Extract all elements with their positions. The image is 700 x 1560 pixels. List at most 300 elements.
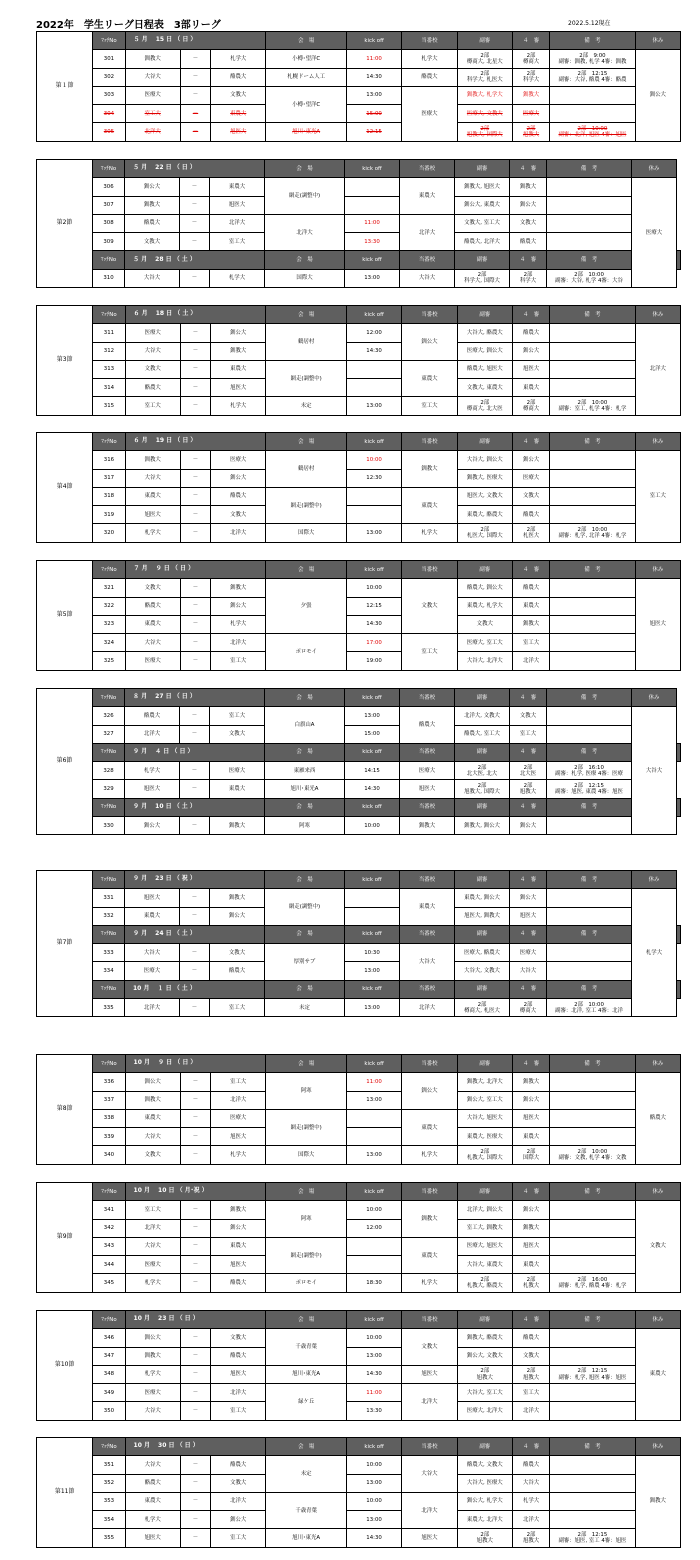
venue: 旭川･東光A <box>266 123 347 141</box>
home-team: 大谷大 <box>125 68 180 86</box>
fourth-official-header: ４ 審 <box>510 743 547 761</box>
home-team: 酪農大 <box>125 597 180 615</box>
fourth-official: 旭医大 <box>510 907 547 925</box>
kickoff-header: kick off <box>346 1183 401 1201</box>
host-school: 東農大 <box>400 178 455 215</box>
sub-referees: 2部 樽商大, 北大医 <box>457 397 512 415</box>
rest-header: 休み <box>635 1438 680 1456</box>
match-row <box>37 68 681 86</box>
match-number: 339 <box>93 1128 125 1146</box>
venue: 網走(調整中) <box>266 1237 347 1274</box>
match-no-header: ﾏｯﾁNo <box>93 306 125 324</box>
note: 2部 10:00 副審：文教, 札学 4審：文教 <box>550 1146 636 1164</box>
fourth-official: 旭医大 <box>512 1109 549 1127</box>
sub-referees: 北洋大, 釧公大 <box>457 1201 512 1219</box>
rest-team: 医療大 <box>632 178 677 288</box>
fourth-official-header: ４ 審 <box>512 1311 549 1329</box>
note: 2部 12:15 副審：旭医, 室工 4審：旭医 <box>550 1529 636 1547</box>
vs-dash: － <box>180 1256 210 1274</box>
note <box>550 634 636 652</box>
vs-dash: － <box>180 342 210 360</box>
match-row <box>37 634 681 652</box>
home-team: 文教大 <box>125 1146 180 1164</box>
match-row <box>37 1456 681 1474</box>
match-row <box>37 652 681 670</box>
match-number: 304 <box>93 105 125 123</box>
away-team: 釧公大 <box>211 1219 266 1237</box>
note <box>550 506 636 524</box>
sub-referee-header: 副審 <box>455 798 510 816</box>
venue: 阿寒 <box>266 1073 347 1110</box>
away-team: 札学大 <box>211 615 266 633</box>
home-team: 北洋大 <box>125 725 180 743</box>
kickoff-time: 12:00 <box>346 1219 401 1237</box>
away-team: 文教大 <box>210 944 265 962</box>
fourth-official: 酪農大 <box>512 579 549 597</box>
vs-dash: － <box>180 178 210 196</box>
away-team: 室工大 <box>211 1402 266 1420</box>
host-school: 文教大 <box>402 1329 457 1366</box>
home-team: 医療大 <box>125 86 180 104</box>
date-header-row <box>37 1311 681 1329</box>
away-team: 釧公大 <box>211 324 266 342</box>
fourth-official-header: ４ 審 <box>512 32 549 50</box>
home-team: 旭医大 <box>125 506 180 524</box>
note <box>550 1329 636 1347</box>
match-number: 333 <box>93 944 125 962</box>
sub-referees: 酪農大, 釧公大 <box>457 579 512 597</box>
host-school: 釧教大 <box>402 451 457 488</box>
section-table-s1 <box>36 31 681 142</box>
venue: 千歳青葉 <box>266 1329 347 1366</box>
away-team: 医療大 <box>211 1109 266 1127</box>
match-row <box>37 1402 681 1420</box>
updated-date: 2022.5.12現在 <box>568 20 611 27</box>
venue-header: 会 場 <box>265 925 345 943</box>
vs-dash: － <box>180 1511 210 1529</box>
sub-referee-header: 副審 <box>455 689 510 707</box>
host-header: 当番校 <box>402 1311 457 1329</box>
kickoff-time: 10:00 <box>346 579 401 597</box>
home-team: 札学大 <box>125 762 180 780</box>
host-header: 当番校 <box>402 433 457 451</box>
venue: 千歳青葉 <box>266 1492 347 1529</box>
note <box>550 597 636 615</box>
rest-header: 休み <box>635 1183 680 1201</box>
away-team: 室工大 <box>210 233 265 251</box>
rest-header: 休み <box>632 689 677 707</box>
sub-referee-header: 副審 <box>457 32 512 50</box>
fourth-official: 2部 旭教大 <box>512 1365 549 1383</box>
fourth-official: 釧教大 <box>512 86 549 104</box>
away-team: 釧公大 <box>211 1511 266 1529</box>
match-row <box>37 269 681 287</box>
fourth-official: 2部 札教大 <box>512 1274 549 1292</box>
note <box>550 1109 636 1127</box>
section-label: 第１節 <box>37 32 93 142</box>
match-row <box>37 1474 681 1492</box>
sub-referees: 2部 北大医, 北大 <box>455 762 510 780</box>
match-row <box>37 123 681 141</box>
note-header: 備 考 <box>547 689 632 707</box>
kickoff-time <box>346 360 401 378</box>
match-row <box>37 487 681 505</box>
note <box>550 451 636 469</box>
kickoff-header: kick off <box>345 689 400 707</box>
vs-dash: － <box>180 1365 210 1383</box>
vs-dash: － <box>180 1091 210 1109</box>
match-number: 332 <box>93 907 125 925</box>
note <box>550 1347 636 1365</box>
match-row <box>37 105 681 123</box>
home-team: 室工大 <box>125 105 180 123</box>
sub-referees: 文教大, 室工大 <box>455 214 510 232</box>
kickoff-header: kick off <box>346 433 401 451</box>
note <box>550 1256 636 1274</box>
match-number: 341 <box>93 1201 125 1219</box>
vs-dash: － <box>180 397 210 415</box>
away-team: 文教大 <box>211 1329 266 1347</box>
kickoff-time: 12:15 <box>346 597 401 615</box>
note <box>550 1402 636 1420</box>
kickoff-time: 13:30 <box>346 1402 401 1420</box>
match-row <box>37 1511 681 1529</box>
match-row <box>37 397 681 415</box>
fourth-official: 文教大 <box>512 1347 549 1365</box>
home-team: 札学大 <box>125 1365 180 1383</box>
fourth-official: 医療大 <box>512 469 549 487</box>
match-number: 319 <box>93 506 125 524</box>
note <box>547 817 632 835</box>
match-number: 325 <box>93 652 125 670</box>
host-school: 北洋大 <box>400 999 455 1017</box>
match-row <box>37 1128 681 1146</box>
host-header: 当番校 <box>400 798 455 816</box>
home-team: 室工大 <box>125 1201 180 1219</box>
away-team: 旭医大 <box>211 379 266 397</box>
note <box>550 1091 636 1109</box>
match-no-header: ﾏｯﾁNo <box>93 1055 125 1073</box>
match-row <box>37 944 681 962</box>
vs-dash: － <box>180 487 210 505</box>
sub-referees: 2部 旭教大 <box>457 1365 512 1383</box>
venue-header: 会 場 <box>266 32 347 50</box>
host-header: 当番校 <box>402 561 457 579</box>
vs-dash: － <box>180 1219 210 1237</box>
kickoff-time: 14:30 <box>346 615 401 633</box>
match-number: 318 <box>93 487 125 505</box>
note <box>550 1237 636 1255</box>
fourth-official: 2部 樽商大 <box>510 999 547 1017</box>
match-number: 305 <box>93 123 125 141</box>
fourth-official: 大谷大 <box>510 962 547 980</box>
fourth-official: 釧公大 <box>512 342 549 360</box>
vs-dash: － <box>180 944 210 962</box>
sub-referees: 大谷大, 釧公大 <box>457 451 512 469</box>
vs-dash: － <box>180 780 210 798</box>
match-date: 10 月 30 日 （ 日 ） <box>125 1438 266 1456</box>
fourth-official-header: ４ 審 <box>512 1438 549 1456</box>
match-number: 330 <box>93 817 125 835</box>
sub-referees: 大谷大, 酪農大 <box>457 324 512 342</box>
match-number: 349 <box>93 1384 125 1402</box>
match-no-header: ﾏｯﾁNo <box>93 743 125 761</box>
match-number: 350 <box>93 1402 125 1420</box>
vs-dash: － <box>180 324 210 342</box>
home-team: 釧教大 <box>125 1347 180 1365</box>
match-number: 353 <box>93 1492 125 1510</box>
note <box>550 579 636 597</box>
sub-referees: 2部 科学大, 国際大 <box>455 269 510 287</box>
section-label: 第3節 <box>37 306 93 416</box>
venue: 国際大 <box>265 269 345 287</box>
match-number: 326 <box>93 707 125 725</box>
match-no-header: ﾏｯﾁNo <box>93 1311 125 1329</box>
note-header: 備 考 <box>547 251 632 269</box>
kickoff-time: 13:00 <box>345 269 400 287</box>
note-header: 備 考 <box>550 32 636 50</box>
venue: 阿寒 <box>266 1201 347 1238</box>
venue: 東雁来西 <box>265 762 345 780</box>
note-header: 備 考 <box>547 743 632 761</box>
host-school: 札学大 <box>402 1146 457 1164</box>
match-no-header: ﾏｯﾁNo <box>93 1183 125 1201</box>
match-date: ９ 月 23 日 （ 祝 ） <box>125 871 265 889</box>
fourth-official: 釧教大 <box>512 615 549 633</box>
kickoff-time: 14:30 <box>345 780 400 798</box>
venue: ポロモイ <box>266 634 347 671</box>
kickoff-time: 10:00 <box>346 1201 401 1219</box>
venue: 小樽･望洋C <box>266 86 347 123</box>
sub-referees: 大谷大, 北洋大 <box>457 652 512 670</box>
vs-dash: － <box>180 196 210 214</box>
sub-referees: 2部 樽商大, 北星大 <box>457 50 512 68</box>
home-team: 酪農大 <box>125 379 180 397</box>
kickoff-header: kick off <box>345 871 400 889</box>
host-school: 北洋大 <box>400 214 455 251</box>
match-row <box>37 999 681 1017</box>
kickoff-time: 13:00 <box>346 524 401 542</box>
match-row <box>37 233 681 251</box>
vs-dash: － <box>180 269 210 287</box>
fourth-official: 酪農大 <box>512 1329 549 1347</box>
match-number: 309 <box>93 233 125 251</box>
away-team: 釧公大 <box>211 469 266 487</box>
sub-referees: 釧教大, 医療大 <box>457 469 512 487</box>
away-team: 文教大 <box>211 1474 266 1492</box>
match-row <box>37 1256 681 1274</box>
kickoff-header: kick off <box>345 925 400 943</box>
vs-dash: － <box>180 50 210 68</box>
vs-dash: － <box>180 634 210 652</box>
sub-referees: 大谷大, 医療大 <box>457 1474 512 1492</box>
section-table-s4 <box>36 432 681 543</box>
fourth-official: 東農大 <box>512 1256 549 1274</box>
vs-dash: － <box>180 999 210 1017</box>
host-school: 札学大 <box>402 524 457 542</box>
home-team: 東農大 <box>125 1492 180 1510</box>
away-team: 東農大 <box>211 360 266 378</box>
venue: 未定 <box>266 1456 347 1493</box>
section-table-s7 <box>36 870 681 1017</box>
match-date: ６ 月 18 日 （ 土 ） <box>125 306 266 324</box>
rest-header-blank <box>677 251 681 269</box>
match-row <box>37 178 681 196</box>
section-table-s9 <box>36 1182 681 1293</box>
match-number: 340 <box>93 1146 125 1164</box>
match-number: 323 <box>93 615 125 633</box>
sub-referees: 医療大, 北洋大 <box>457 1402 512 1420</box>
kickoff-time <box>346 506 401 524</box>
match-number: 331 <box>93 889 125 907</box>
rest-header: 休み <box>635 32 680 50</box>
vs-dash: － <box>180 1402 210 1420</box>
kickoff-time: 13:00 <box>345 962 400 980</box>
note-header: 備 考 <box>547 160 632 178</box>
fourth-official-header: ４ 審 <box>510 980 547 998</box>
kickoff-header: kick off <box>346 1438 401 1456</box>
match-no-header: ﾏｯﾁNo <box>93 32 125 50</box>
venue: 鶴居村 <box>266 324 347 361</box>
vs-dash: － <box>180 1201 210 1219</box>
date-header-row <box>37 1183 681 1201</box>
date-header-row <box>37 561 681 579</box>
vs-dash: － <box>180 817 210 835</box>
match-row <box>37 506 681 524</box>
fourth-official: 釧公大 <box>510 889 547 907</box>
match-row <box>37 1329 681 1347</box>
note: 2部 10:00 副審：室工, 札学 4審：札学 <box>550 397 636 415</box>
kickoff-time: 12:00 <box>346 324 401 342</box>
date-header-row <box>37 743 681 761</box>
venue: 国際大 <box>266 1146 347 1164</box>
kickoff-time: 13:00 <box>346 1091 401 1109</box>
home-team: 釧公大 <box>125 178 180 196</box>
vs-dash: － <box>180 1492 210 1510</box>
note <box>550 615 636 633</box>
kickoff-time: 11:00 <box>346 50 401 68</box>
match-number: 314 <box>93 379 125 397</box>
match-number: 346 <box>93 1329 125 1347</box>
host-school: 医療大 <box>402 86 457 141</box>
away-team: 札学大 <box>210 269 265 287</box>
sub-referee-header: 副審 <box>457 1311 512 1329</box>
fourth-official: 釧教大 <box>512 1073 549 1091</box>
fourth-official-header: ４ 審 <box>512 561 549 579</box>
fourth-official: 2部 樽商大 <box>512 50 549 68</box>
away-team: 東農大 <box>210 780 265 798</box>
match-number: 348 <box>93 1365 125 1383</box>
match-number: 315 <box>93 397 125 415</box>
away-team: 東農大 <box>210 178 265 196</box>
note <box>550 1128 636 1146</box>
match-number: 301 <box>93 50 125 68</box>
fourth-official: 東農大 <box>512 379 549 397</box>
sub-referees: 東農大, 釧公大 <box>455 889 510 907</box>
note <box>550 360 636 378</box>
host-header: 当番校 <box>402 306 457 324</box>
away-team: 札学大 <box>211 1146 266 1164</box>
kickoff-time <box>346 1128 401 1146</box>
match-row <box>37 379 681 397</box>
note <box>550 1201 636 1219</box>
venue: 未定 <box>265 999 345 1017</box>
sub-referee-header: 副審 <box>457 306 512 324</box>
note <box>547 196 632 214</box>
home-team: 東農大 <box>125 615 180 633</box>
venue-header: 会 場 <box>266 1183 347 1201</box>
sub-referee-header: 副審 <box>455 251 510 269</box>
vs-dash: － <box>180 214 210 232</box>
match-number: 354 <box>93 1511 125 1529</box>
venue-header: 会 場 <box>265 871 345 889</box>
sub-referees: 釧教大, 旭医大 <box>455 178 510 196</box>
note-header: 備 考 <box>550 1055 636 1073</box>
host-header: 当番校 <box>402 1055 457 1073</box>
host-school: 北洋大 <box>402 1384 457 1421</box>
note: 2部 12:15 副審：旭医, 東農 4審：旭医 <box>547 780 632 798</box>
venue: 未定 <box>266 397 347 415</box>
host-school: 大谷大 <box>402 1456 457 1493</box>
date-header-row <box>37 306 681 324</box>
away-team: 北洋大 <box>211 1492 266 1510</box>
host-school: 大谷大 <box>400 269 455 287</box>
fourth-official: 室工大 <box>512 1384 549 1402</box>
match-date: 10 月 １ 日 （ 土 ） <box>125 980 265 998</box>
home-team: 大谷大 <box>125 1128 180 1146</box>
venue: 阿寒 <box>265 817 345 835</box>
note: 2部 12:15 副審：大谷, 酪農 4審：酪農 <box>550 68 636 86</box>
host-school: 室工大 <box>402 397 457 415</box>
sub-referees: 釧教大, 北洋大 <box>457 1073 512 1091</box>
home-team: 酪農大 <box>125 1474 180 1492</box>
match-date: ９ 月 ４ 日 （ 日 ） <box>125 743 265 761</box>
note <box>550 1073 636 1091</box>
away-team: 釧公大 <box>210 907 265 925</box>
away-team: 文教大 <box>211 506 266 524</box>
note-header: 備 考 <box>547 871 632 889</box>
match-row <box>37 1219 681 1237</box>
match-row <box>37 1384 681 1402</box>
fourth-official: 北洋大 <box>512 1402 549 1420</box>
fourth-official: 大谷大 <box>512 1474 549 1492</box>
kickoff-time: 17:00 <box>346 634 401 652</box>
sub-referees: 医療大, 酪農大 <box>455 944 510 962</box>
venue: 旭川･東光A <box>266 1529 347 1547</box>
sub-referee-header: 副審 <box>455 743 510 761</box>
venue: 夕張 <box>266 579 347 634</box>
note-header: 備 考 <box>550 1311 636 1329</box>
venue-header: 会 場 <box>265 160 345 178</box>
vs-dash: － <box>180 1347 210 1365</box>
rest-team: 北洋大 <box>635 324 680 415</box>
match-number: 316 <box>93 451 125 469</box>
note: 2部 10:00 副審：北洋, 室工 4審：北洋 <box>547 999 632 1017</box>
kickoff-time <box>345 178 400 196</box>
host-school: 室工大 <box>402 634 457 671</box>
home-team: 釧教大 <box>125 50 180 68</box>
rest-team: 文教大 <box>635 1201 680 1292</box>
host-school: 医療大 <box>400 762 455 780</box>
sub-referees: 釧公大, 東農大 <box>455 196 510 214</box>
fourth-official: 室工大 <box>510 725 547 743</box>
match-number: 312 <box>93 342 125 360</box>
rest-team: 室工大 <box>635 451 680 542</box>
away-team: 東農大 <box>211 105 266 123</box>
section-label: 第5節 <box>37 561 93 671</box>
match-row <box>37 579 681 597</box>
away-team: 酪農大 <box>211 68 266 86</box>
